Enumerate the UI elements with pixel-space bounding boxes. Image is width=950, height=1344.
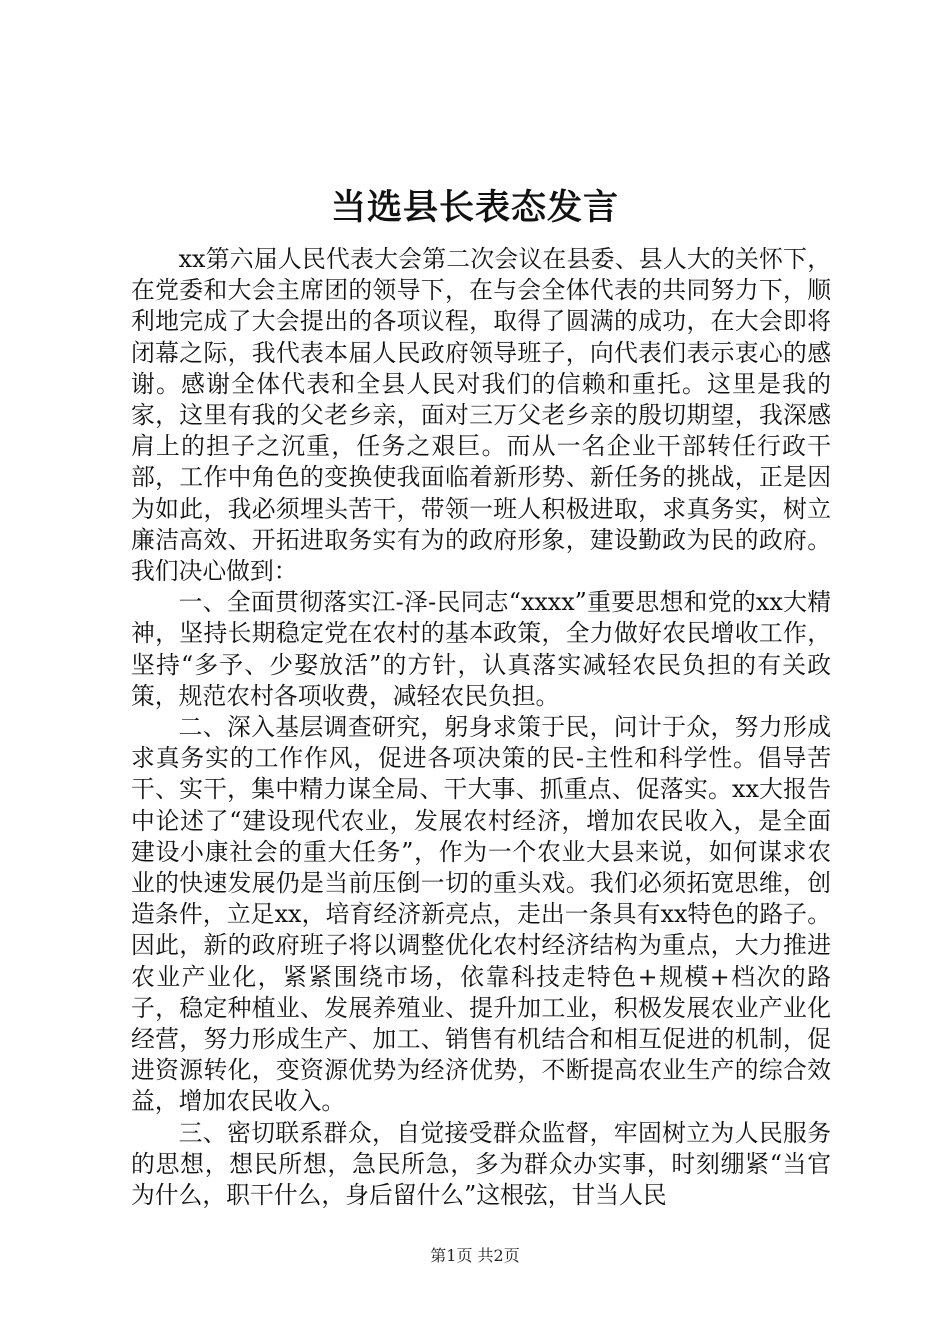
document-body (131, 244, 831, 1211)
document-title: 当选县长表态发言 (330, 187, 619, 228)
paragraph-intro: xx第六届人民代表大会第二次会议在县委、县人大的关怀下，在党委和大会主席团的领导下，在与会全体代表的共同努力下，顺利地完成了大会提出的各项议程，取得了圆满的成功，在大会即将闭幕之际，我代表本届人民政府领导班子，向代表们表示衷心的感谢。感谢全体代表和全县人民对我们的信赖和重托。这里是我的家，这里有我的父老乡亲，面对三万父老乡亲的殷切期望，我深感肩上的担子之沉重，任务之艰巨。而从一名企业干部转任行政干部，工作中角色的变换使我面临着新形势、新任务的挑战，正是因为如此，我必须埋头苦干，带领一班人积极进取，求真务实，树立廉洁高效、开拓进取务实有为的政府形象，建设勤政为民的政府。我们决心做到： (131, 245, 831, 586)
paragraph-point-two: 二、深入基层调查研究，躬身求策于民，问计于众，努力形成求真务实的工作作风，促进各项决策的民-主性和科学性。倡导苦干、实干，集中精力谋全局、干大事、抓重点、促落实。xx大报告中论述了“建设现代农业，发展农村经济，增加农民收入，是全面建设小康社会的重大任务”，作为一个农业大县来说，如何谋求农业的快速发展仍是当前压倒一切的重头戏。我们必须拓宽思维，创造条件，立足xx，培育经济新亮点，走出一条具有xx特色的路子。因此，新的政府班子将以调整优化农村经济结构为重点，大力推进农业产业化，紧紧围绕市场，依靠科技走特色+规模+档次的路子，稳定种植业、发展养殖业、提升加工业，积极发展农业产业化经营，努力形成生产、加工、销售有机结合和相互促进的机制，促进资源转化，变资源优势为经济优势，不断提高农业生产的综合效益，增加农民收入。 (131, 713, 831, 1116)
paragraph-point-three: 三、密切联系群众，自觉接受群众监督，牢固树立为人民服务的思想，想民所想，急民所急，多为群众办实事，时刻绷紧“当官为什么，职干什么，身后留什么”这根弦，甘当人民 (131, 1118, 831, 1210)
paragraph-point-one: 一、全面贯彻落实江-泽-民同志“xxxx”重要思想和党的xx大精神，坚持长期稳定党在农村的基本政策，全力做好农民增收工作，坚持“多予、少娶放活”的方针，认真落实减轻农民负担的有关政策，规范农村各项收费，减轻农民负担。 (131, 588, 831, 710)
page-number-footer: 第1页 共2页 (430, 1246, 520, 1265)
